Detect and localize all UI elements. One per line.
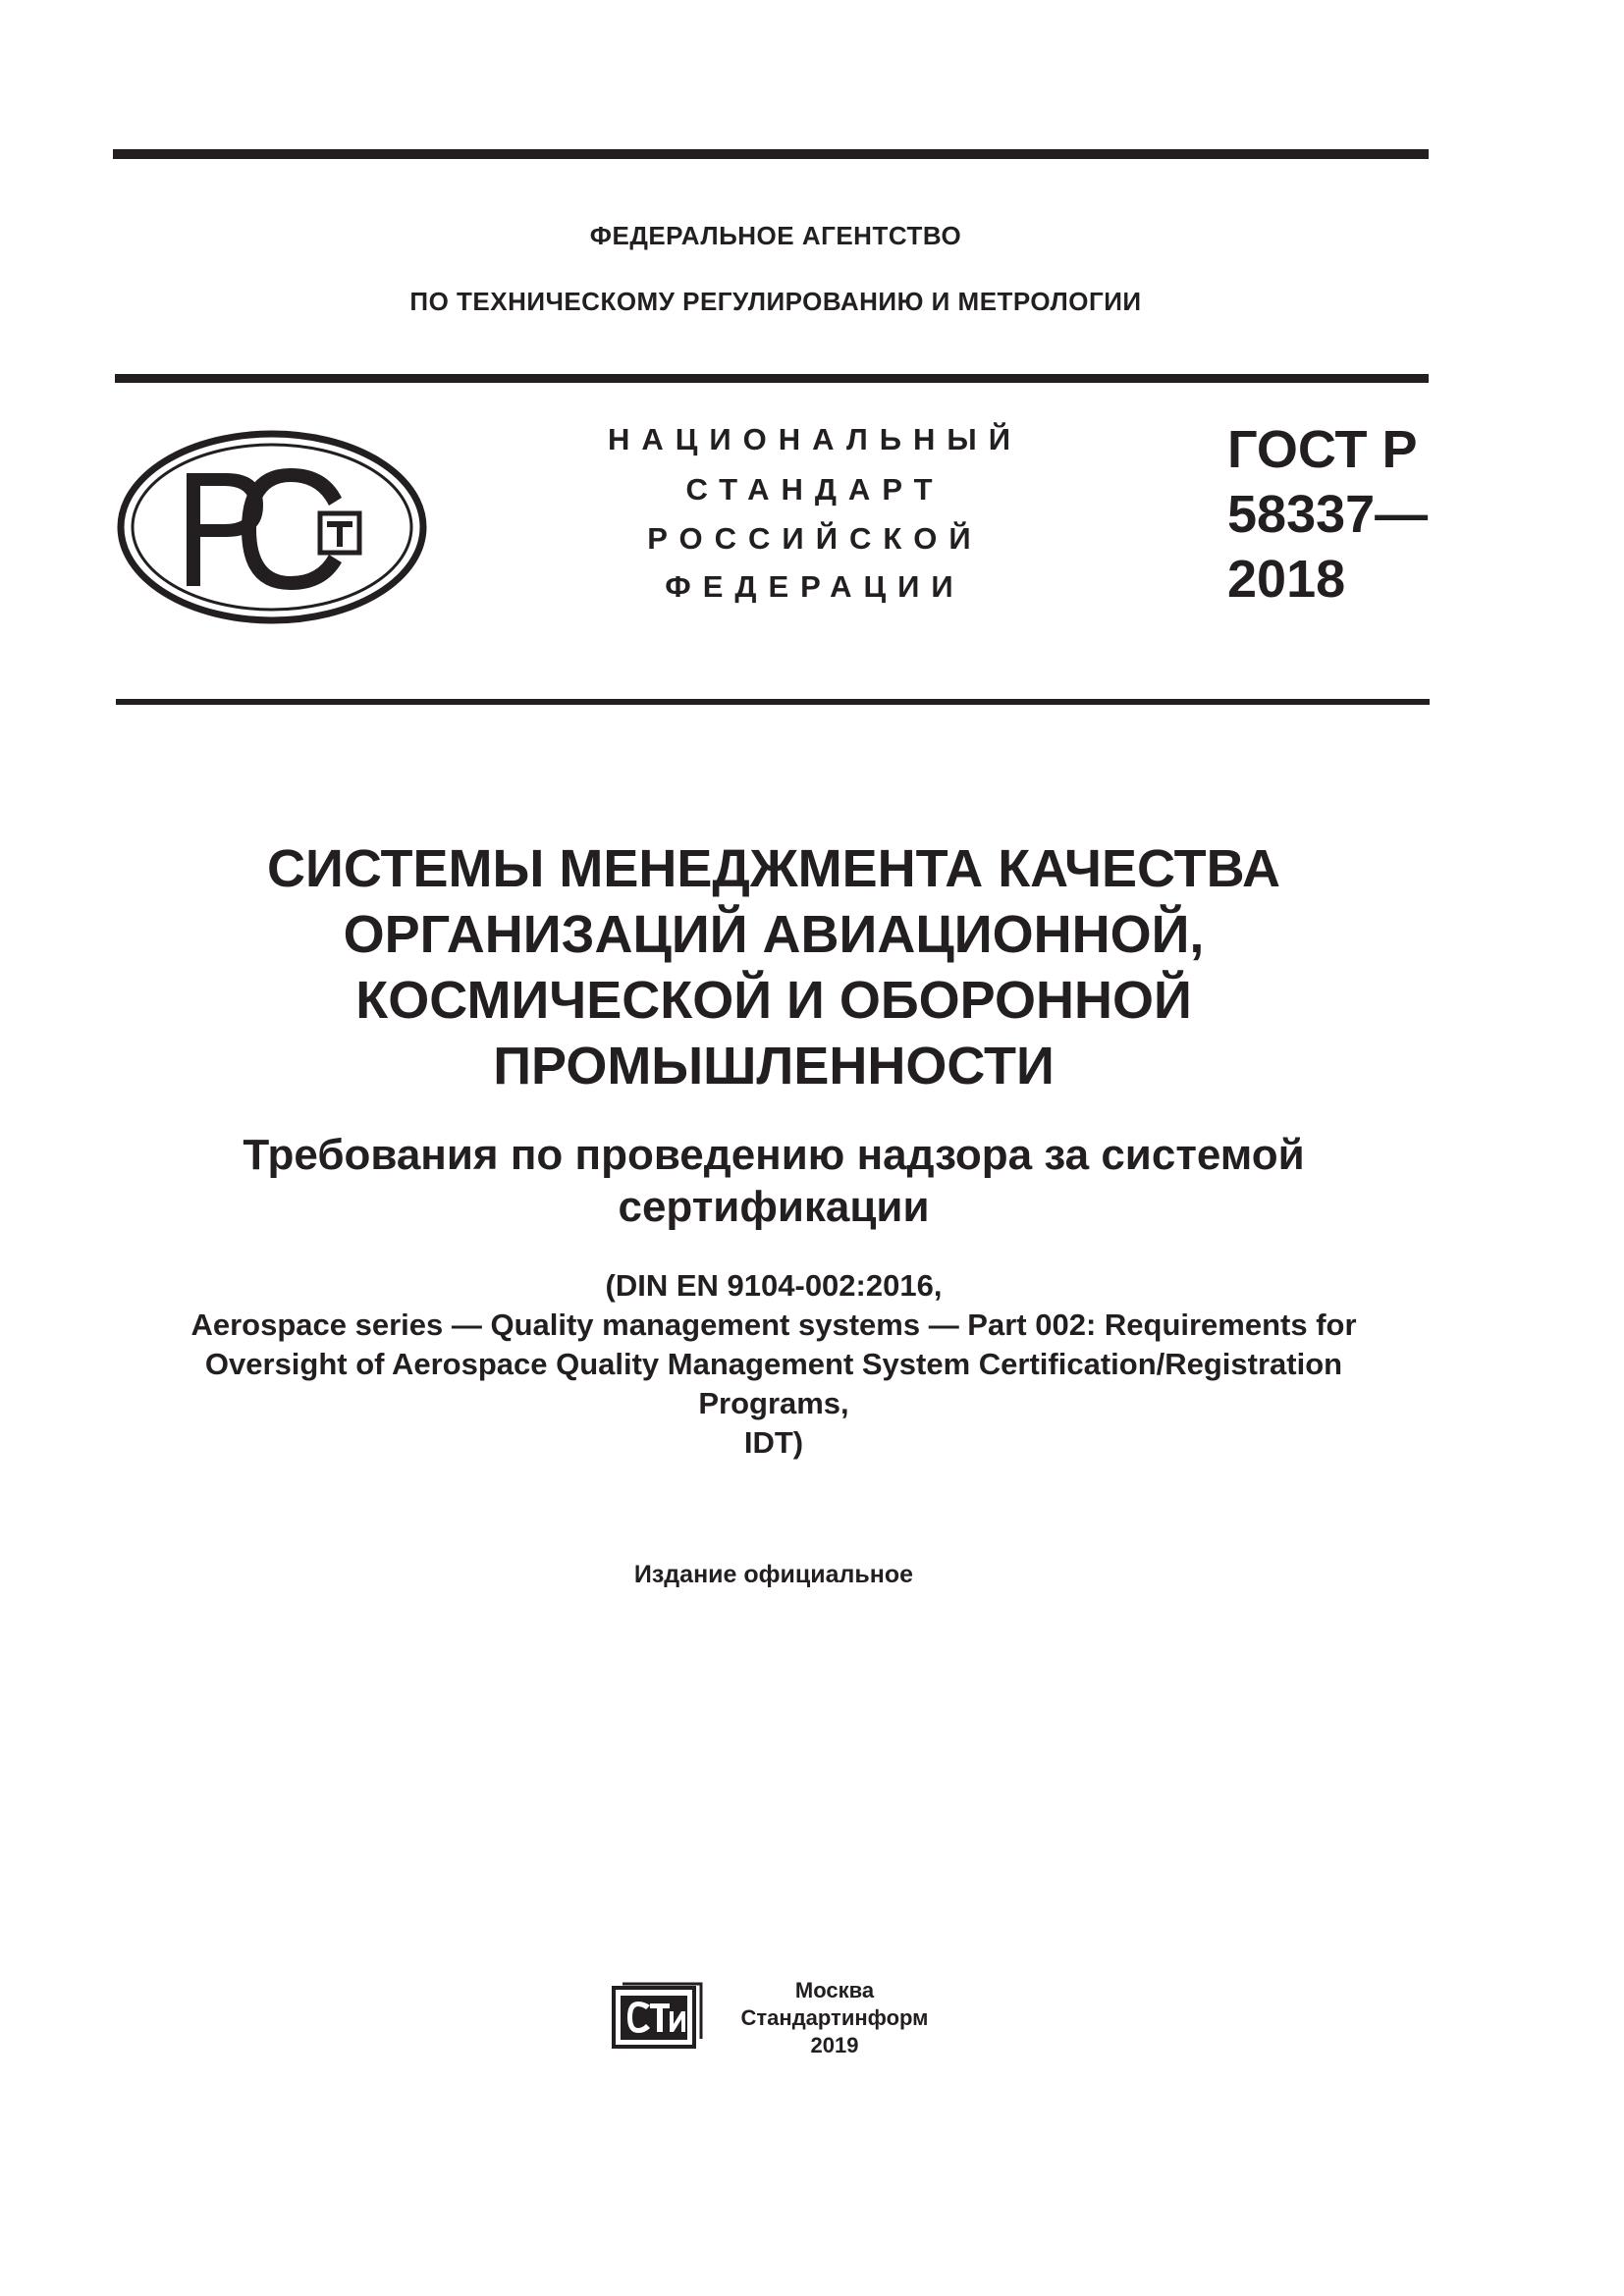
rst-emblem-icon — [116, 429, 428, 625]
sti-publisher-logo-icon — [611, 1976, 705, 2050]
title-line-4: ПРОМЫШЛЕННОСТИ — [493, 1037, 1055, 1095]
header-rule — [115, 374, 1429, 383]
publisher-city: Москва — [794, 1978, 875, 2002]
top-rule — [113, 149, 1429, 159]
subtitle-line-1: Требования по проведению надзора за системой — [243, 1131, 1305, 1179]
document-title — [0, 836, 1547, 1099]
title-line-2: ОРГАНИЗАЦИЙ АВИАЦИОННОЙ, — [343, 905, 1205, 964]
document-subtitle — [0, 1129, 1547, 1233]
reference-standard — [0, 1266, 1547, 1463]
designation-line-3: 2018 — [1227, 550, 1346, 609]
national-standard-line-1: НАЦИОНАЛЬНЫЙ — [607, 422, 1023, 456]
reference-line-5: IDT) — [743, 1425, 804, 1460]
publisher-year: 2019 — [810, 2033, 859, 2057]
reference-line-3: Oversight of Aerospace Quality Management System Certification/Registration — [204, 1347, 1343, 1381]
title-line-3: КОСМИЧЕСКОЙ И ОБОРОННОЙ — [355, 971, 1192, 1030]
national-standard-line-3: РОССИЙСКОЙ — [647, 521, 983, 556]
agency-line-1: ФЕДЕРАЛЬНОЕ АГЕНТСТВО — [589, 221, 962, 250]
edition-label: Издание официальное — [633, 1561, 914, 1588]
national-standard-line-4: ФЕДЕРАЦИИ — [665, 569, 965, 604]
title-line-1: СИСТЕМЫ МЕНЕДЖМЕНТА КАЧЕСТВА — [267, 839, 1280, 898]
designation-line-1: ГОСТ Р — [1227, 420, 1418, 479]
agency-line-2: ПО ТЕХНИЧЕСКОМУ РЕГУЛИРОВАНИЮ И МЕТРОЛОГИИ — [409, 287, 1142, 316]
reference-line-1: (DIN EN 9104-002:2016, — [605, 1268, 943, 1303]
national-standard-line-2: СТАНДАРТ — [685, 472, 945, 507]
publisher-block — [707, 1977, 962, 2059]
designation-line-2: 58337— — [1227, 485, 1429, 544]
reference-line-4: Programs, — [698, 1386, 849, 1420]
reference-line-2: Aerospace series — Quality management systems — Part 002: Requirements for — [190, 1308, 1357, 1342]
standard-designation — [1227, 417, 1428, 612]
subtitle-line-2: сертификации — [618, 1183, 930, 1231]
emblem-rule — [116, 699, 1430, 705]
publisher-name: Стандартинформ — [740, 2005, 929, 2030]
